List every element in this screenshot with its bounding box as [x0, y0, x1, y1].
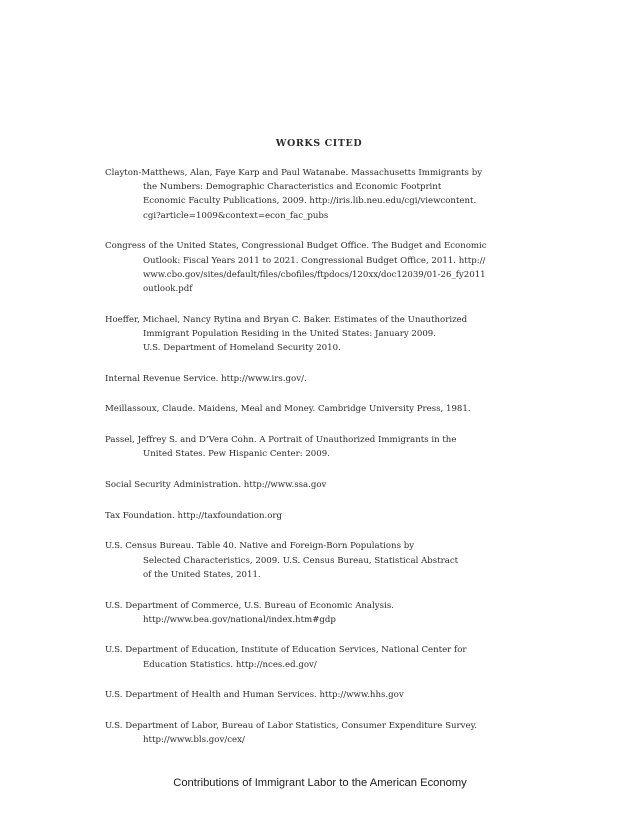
reference-entry — [105, 509, 500, 523]
reference-first-line: Clayton-Matthews, Alan, Faye Karp and Paul Watanabe. Massachusetts Immigrants by — [105, 168, 483, 178]
reference-first-line: Social Security Administration. http://www.ssa.gov — [105, 480, 327, 491]
reference-continuation-line: outlook.pdf — [143, 283, 193, 294]
reference-continuation-line: cgi?article=1009&context=econ_fac_pubs — [143, 210, 329, 221]
reference-entry — [105, 599, 500, 627]
reference-first-line: Congress of the United States, Congressional Budget Office. The Budget and Economic — [105, 241, 487, 252]
reference-continuation-line: United States. Pew Hispanic Center: 2009. — [143, 449, 330, 460]
reference-first-line: U.S. Census Bureau. Table 40. Native and Foreign-Born Populations by — [105, 541, 415, 552]
reference-continuation-line: http://www.bls.gov/cex/ — [143, 735, 245, 746]
reference-first-line: Passel, Jeffrey S. and D’Vera Cohn. A Portrait of Unauthorized Immigrants in the — [105, 435, 457, 446]
reference-first-line: U.S. Department of Education, Institute of Education Services, National Center for — [105, 645, 467, 656]
reference-continuation-line: Education Statistics. http://nces.ed.gov/ — [143, 659, 317, 670]
reference-entry — [105, 313, 500, 356]
reference-first-line: Meillassoux, Claude. Maidens, Meal and Money. Cambridge University Press, 1981. — [105, 404, 471, 415]
reference-first-line: Hoeffer, Michael, Nancy Rytina and Bryan C. Baker. Estimates of the Unauthorized — [105, 314, 468, 325]
reference-first-line: Tax Foundation. http://taxfoundation.org — [105, 510, 283, 521]
reference-entry — [105, 402, 500, 416]
reference-continuation-line: U.S. Department of Homeland Security 2010. — [143, 343, 341, 354]
reference-continuation-line: www.cbo.gov/sites/default/files/cbofiles/ftpdocs/120xx/doc12039/01-26_fy2011 — [143, 269, 486, 280]
reference-continuation-line: of the United States, 2011. — [143, 569, 261, 580]
reference-entry — [105, 688, 500, 702]
reference-continuation-line: the Numbers: Demographic Characteristics and Economic Footprint — [143, 182, 442, 193]
reference-entry — [105, 433, 500, 461]
reference-continuation-line: Outlook: Fiscal Years 2011 to 2021. Congressional Budget Office, 2011. http:// — [143, 255, 486, 266]
reference-first-line: Internal Revenue Service. http://www.irs.gov/. — [105, 373, 307, 384]
reference-entry — [105, 166, 500, 223]
reference-entry — [105, 372, 500, 386]
reference-entry — [105, 539, 500, 582]
reference-continuation-line: Economic Faculty Publications, 2009. http://iris.lib.neu.edu/cgi/viewcontent. — [143, 196, 477, 207]
reference-continuation-line: Immigrant Population Residing in the United States: January 2009. — [143, 328, 437, 339]
reference-list — [105, 166, 500, 764]
reference-continuation-line: http://www.bea.gov/national/index.htm#gdp — [143, 614, 336, 625]
reference-entry — [105, 239, 500, 296]
reference-continuation-line: Selected Characteristics, 2009. U.S. Census Bureau, Statistical Abstract — [143, 555, 459, 566]
page-footer: Contributions of Immigrant Labor to the American Economy — [173, 777, 467, 789]
reference-first-line: U.S. Department of Labor, Bureau of Labor Statistics, Consumer Expenditure Survey. — [105, 721, 478, 732]
reference-entry — [105, 643, 500, 671]
reference-entry — [105, 719, 500, 747]
reference-first-line: U.S. Department of Commerce, U.S. Bureau of Economic Analysis. — [105, 600, 394, 611]
reference-entry — [105, 478, 500, 492]
reference-first-line: U.S. Department of Health and Human Services. http://www.hhs.gov — [105, 690, 404, 701]
page-title: WORKS CITED — [275, 138, 363, 149]
